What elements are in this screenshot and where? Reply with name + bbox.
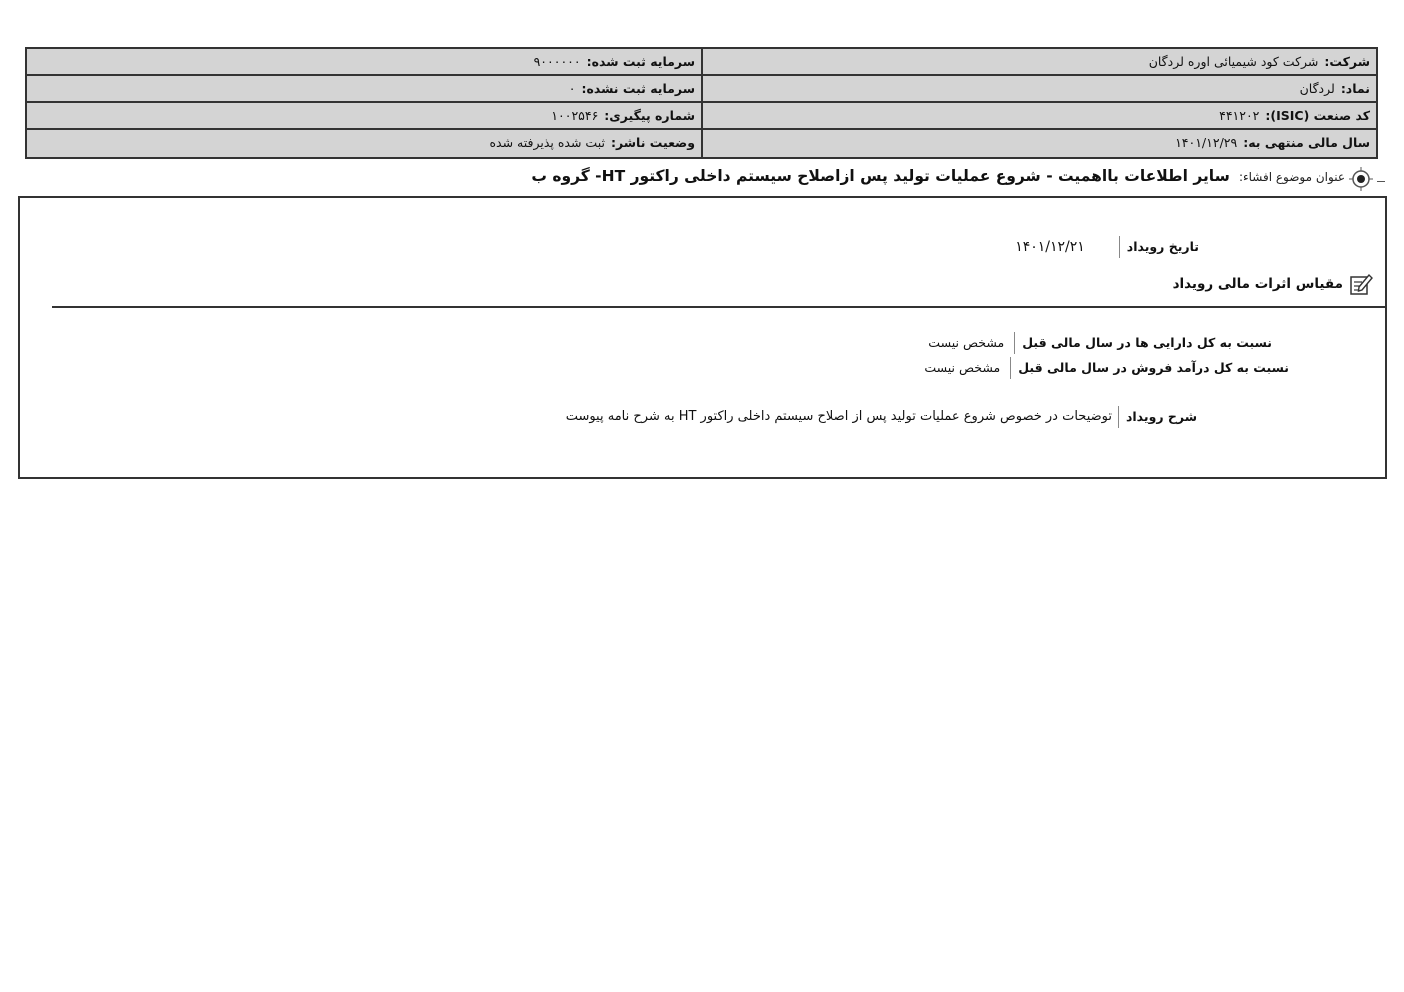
company-value: شرکت کود شیمیائی اوره لردگان bbox=[1148, 54, 1319, 69]
event-description-row bbox=[566, 406, 1197, 428]
info-row-symbol bbox=[27, 76, 1376, 103]
company-info-table bbox=[25, 47, 1378, 159]
event-description-value: توضیحات در خصوص شروع عملیات تولید پس از اصلاح سیستم داخلی راکتور HT به شرح نامه پیوست bbox=[565, 409, 1112, 424]
isic-value: ۴۴۱۲۰۲ bbox=[1219, 108, 1260, 123]
section-divider bbox=[52, 306, 1385, 308]
publisher-status-value: ثبت شده پذیرفته شده bbox=[489, 135, 605, 150]
unregistered-capital-cell bbox=[27, 76, 701, 101]
registered-capital-value: ۹۰۰۰۰۰۰ bbox=[533, 54, 581, 69]
assets-ratio-value: مشخص نیست bbox=[928, 335, 1005, 350]
revenue-ratio-value: مشخص نیست bbox=[924, 360, 1001, 375]
tracking-number-value: ۱۰۰۲۵۴۶ bbox=[551, 108, 599, 123]
title-text-wrap bbox=[531, 166, 1345, 185]
tracking-number-cell bbox=[27, 103, 701, 128]
disclosure-title-bar bbox=[25, 164, 1385, 194]
fiscal-year-label: سال مالی منتهی به: bbox=[1243, 135, 1370, 150]
assets-ratio-label: نسبت به کل دارایی ها در سال مالی قبل bbox=[1014, 332, 1272, 354]
unregistered-capital-value: ۰ bbox=[568, 81, 576, 96]
financial-impact-heading bbox=[1173, 272, 1373, 296]
page-title: سایر اطلاعات بااهمیت - شروع عملیات تولید پس ازاصلاح سیستم داخلی راکتور HT- گروه ب bbox=[531, 167, 1230, 185]
tracking-number-label: شماره پیگیری: bbox=[604, 108, 695, 123]
company-cell bbox=[701, 49, 1376, 74]
fiscal-year-cell bbox=[701, 130, 1376, 157]
title-divider bbox=[1377, 181, 1385, 182]
publisher-status-cell bbox=[27, 130, 701, 157]
symbol-cell bbox=[701, 76, 1376, 101]
info-row-company bbox=[27, 49, 1376, 76]
publisher-status-label: وضعیت ناشر: bbox=[610, 135, 695, 150]
event-date-label: تاریخ رویداد bbox=[1119, 236, 1199, 258]
isic-cell bbox=[701, 103, 1376, 128]
event-date-value: ۱۴۰۱/۱۲/۲۱ bbox=[1015, 239, 1085, 255]
assets-ratio-row bbox=[928, 332, 1272, 354]
event-description-label: شرح رویداد bbox=[1118, 406, 1197, 428]
event-date-row bbox=[1015, 236, 1199, 258]
registered-capital-cell bbox=[27, 49, 701, 74]
info-row-isic bbox=[27, 103, 1376, 130]
company-label: شرکت: bbox=[1324, 54, 1370, 69]
edit-note-icon bbox=[1349, 272, 1373, 296]
revenue-ratio-row bbox=[924, 357, 1289, 379]
info-row-fiscal-year bbox=[27, 130, 1376, 157]
registered-capital-label: سرمایه ثبت شده: bbox=[586, 54, 695, 69]
symbol-label: نماد: bbox=[1340, 81, 1370, 96]
isic-label: کد صنعت (ISIC): bbox=[1265, 108, 1370, 123]
symbol-value: لردگان bbox=[1299, 81, 1335, 96]
revenue-ratio-label: نسبت به کل درآمد فروش در سال مالی قبل bbox=[1010, 357, 1289, 379]
event-details-panel bbox=[18, 196, 1387, 479]
financial-impact-title: مقیاس اثرات مالی رویداد bbox=[1172, 276, 1343, 292]
unregistered-capital-label: سرمایه ثبت نشده: bbox=[581, 81, 695, 96]
target-icon bbox=[1349, 167, 1373, 191]
title-caption: عنوان موضوع افشاء: bbox=[1238, 170, 1345, 184]
fiscal-year-value: ۱۴۰۱/۱۲/۲۹ bbox=[1175, 135, 1238, 150]
